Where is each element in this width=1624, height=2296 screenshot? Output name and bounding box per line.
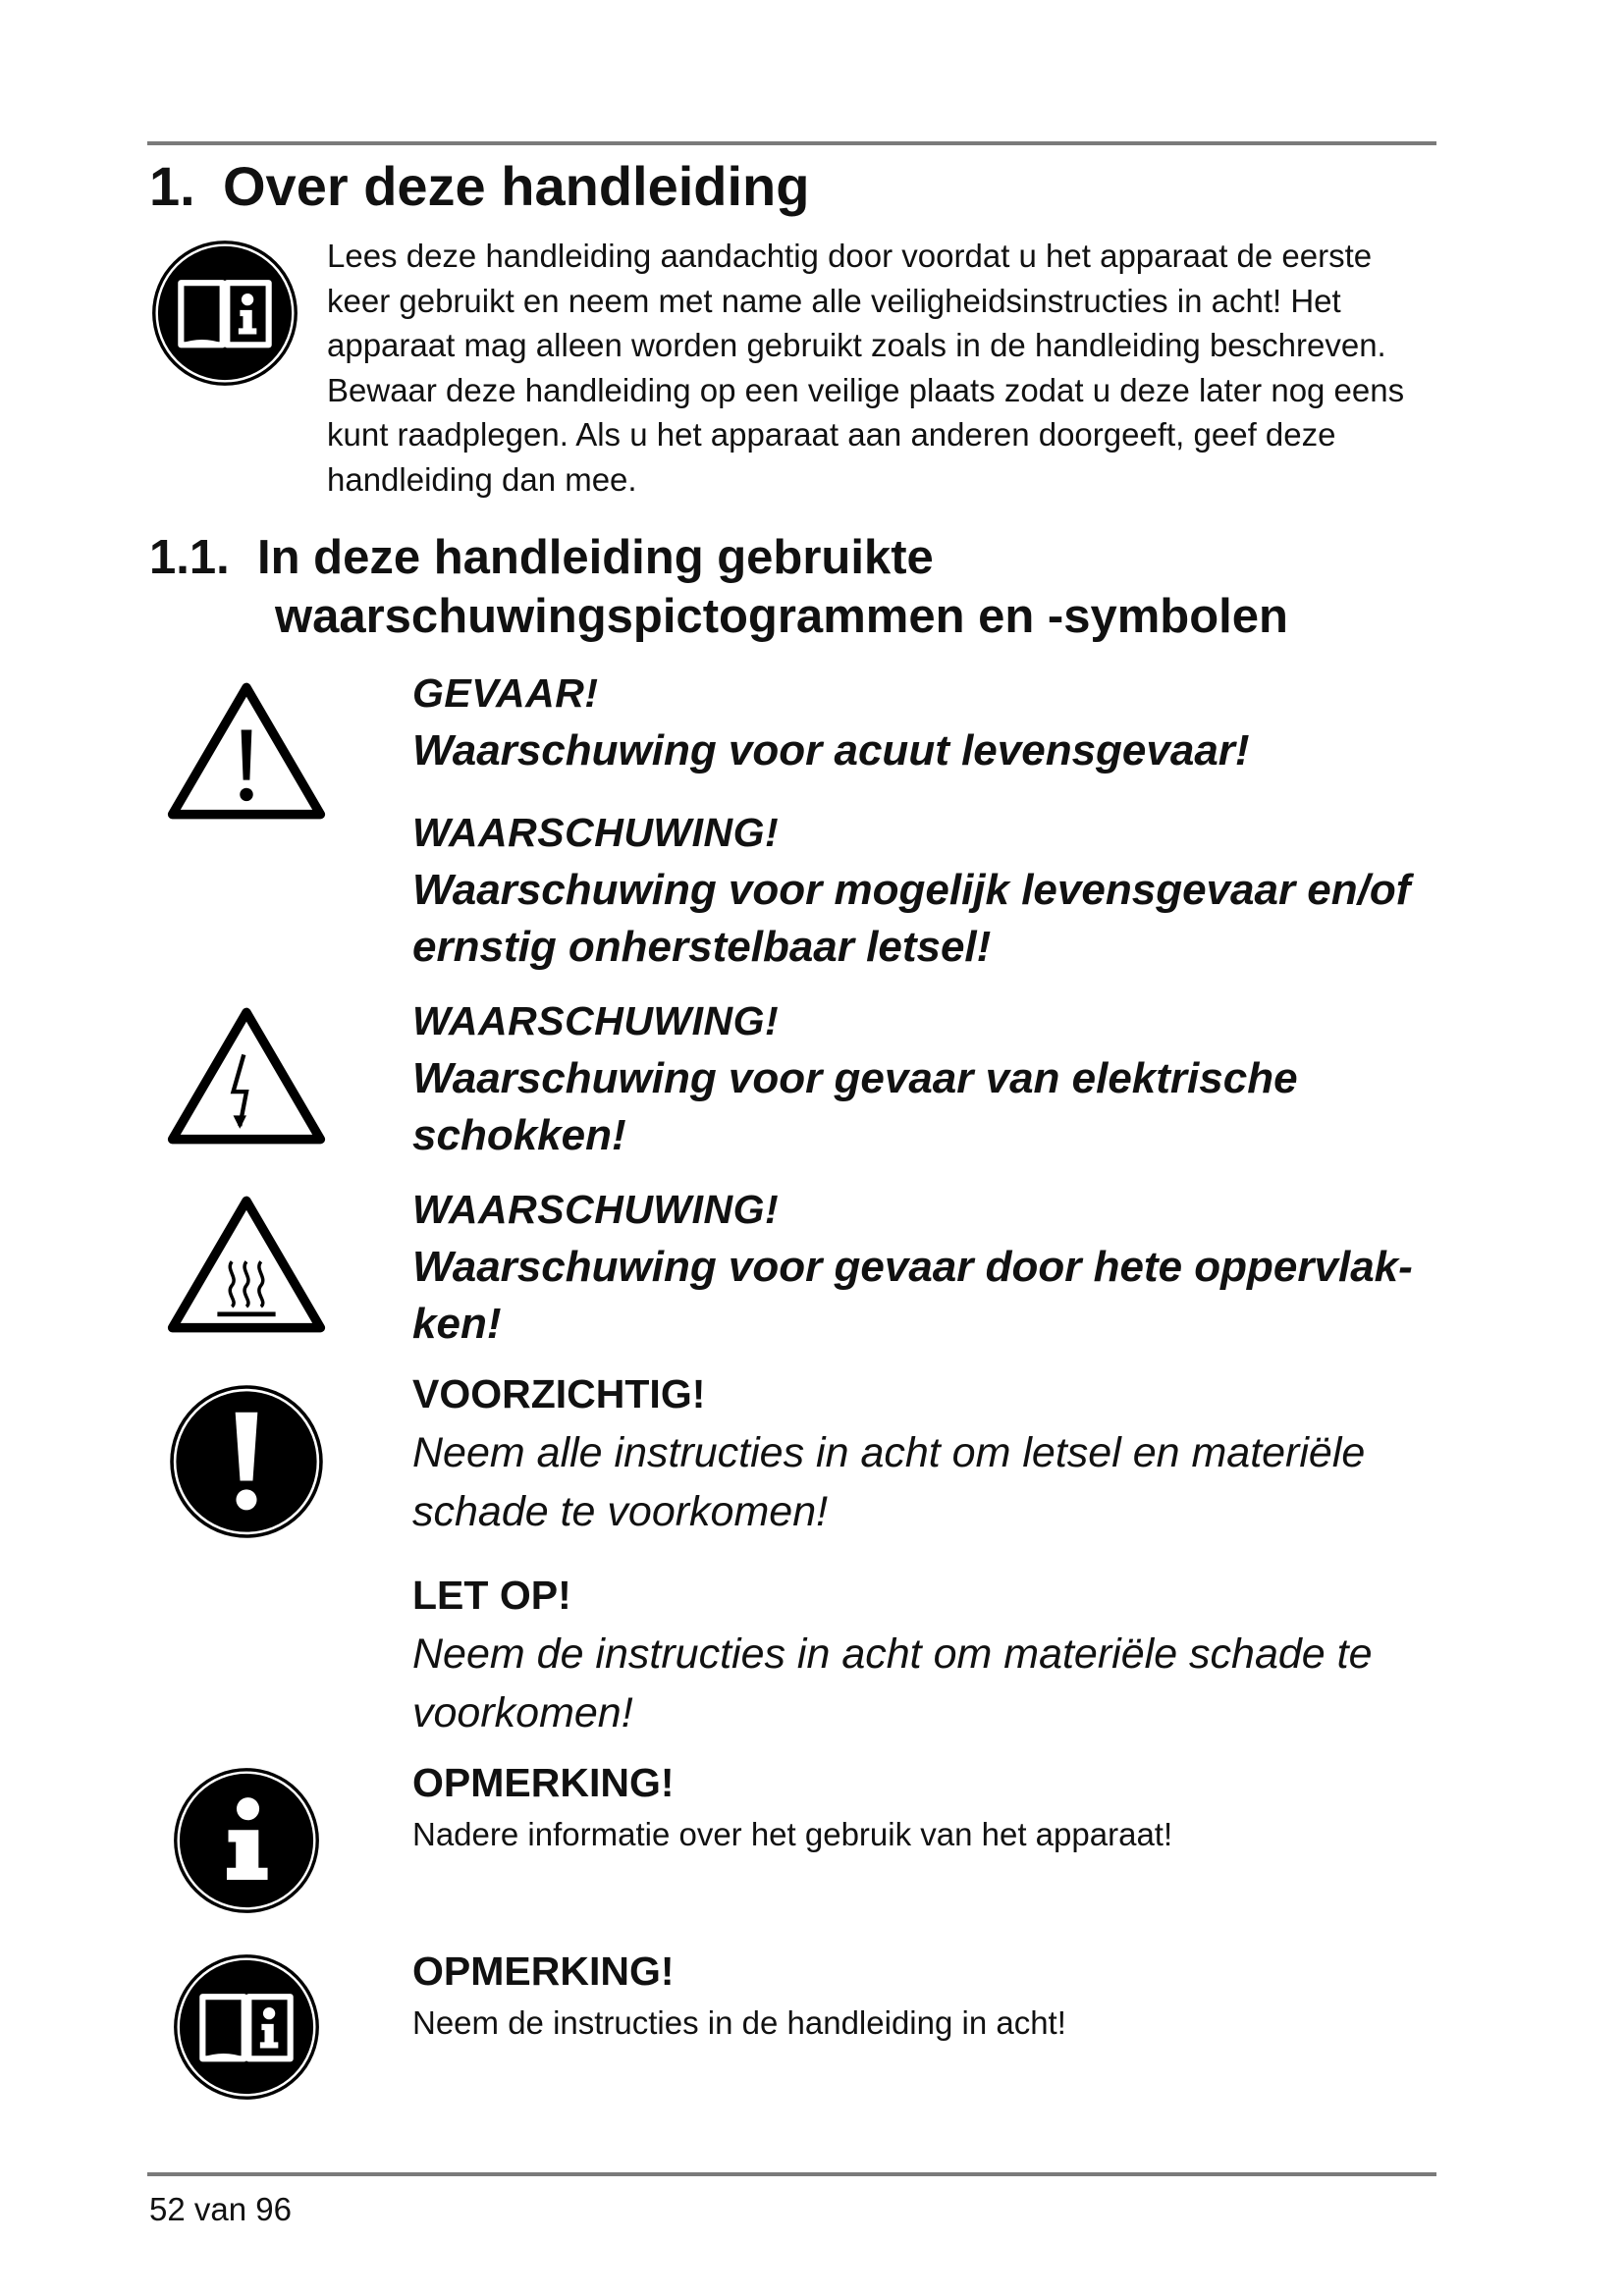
electric-shock-triangle-icon bbox=[167, 1007, 326, 1145]
warning-triangle-exclamation-icon bbox=[167, 682, 326, 820]
symbol-entry-hete-oppervlakken bbox=[412, 1180, 1443, 1353]
signal-word: LET OP! bbox=[412, 1573, 571, 1618]
symbol-entry-gevaar bbox=[412, 664, 1443, 779]
subsection-number: 1.1. bbox=[149, 531, 230, 584]
signal-description: Waarschuwing voor gevaar door hete oppervlakken! bbox=[412, 1243, 1413, 1348]
signal-description: Waarschuwing voor mogelijk levensgevaar en/of ernstig onherstelbaar letsel! bbox=[412, 866, 1411, 971]
signal-word: OPMERKING! bbox=[412, 1949, 675, 1994]
info-circle-icon bbox=[171, 1765, 322, 1916]
signal-description: Nadere informatie over het gebruik van het apparaat! bbox=[412, 1816, 1173, 1852]
signal-description: Neem alle instructies in acht om letsel en materiële schade te voorkomen! bbox=[412, 1429, 1366, 1535]
subsection-title-line1: In deze handleiding gebruikte bbox=[257, 531, 934, 584]
top-divider bbox=[147, 141, 1436, 145]
hot-surface-triangle-icon bbox=[167, 1196, 326, 1333]
manual-info-icon bbox=[149, 238, 300, 389]
bottom-divider bbox=[147, 2172, 1436, 2176]
symbol-entry-opmerking-info bbox=[412, 1753, 1172, 1857]
section-number: 1. bbox=[149, 155, 195, 217]
symbol-entry-waarschuwing-levensgevaar bbox=[412, 803, 1443, 976]
symbol-entry-elektrische-schokken bbox=[412, 991, 1443, 1164]
symbol-entry-opmerking-handleiding bbox=[412, 1942, 1066, 2046]
intro-paragraph: Lees deze handleiding aandachtig door voordat u het apparaat de eerste keer gebruikt en neem met name alle veiligheidsinstructies in acht! Het apparaat mag alleen worden gebruikt zoals in de handleiding beschreven. Bewaar deze handleiding op een veilige plaats zodat u deze later nog eens kunt raadplegen. Als u het apparaat aan anderen doorgeeft, geef deze handleiding dan mee. bbox=[327, 238, 1405, 498]
signal-word: WAARSCHUWING! bbox=[412, 998, 780, 1043]
signal-description: Waarschuwing voor acuut levensgevaar! bbox=[412, 726, 1250, 774]
signal-word: WAARSCHUWING! bbox=[412, 1187, 780, 1232]
symbol-entry-voorzichtig bbox=[412, 1364, 1443, 1541]
page-number: 52 van 96 bbox=[149, 2191, 292, 2227]
symbol-entry-let-op bbox=[412, 1566, 1443, 1742]
section-title: Over deze handleiding bbox=[223, 155, 810, 217]
signal-word: WAARSCHUWING! bbox=[412, 810, 780, 855]
signal-description: Waarschuwing voor gevaar van elektrische schokken! bbox=[412, 1054, 1298, 1159]
signal-word: OPMERKING! bbox=[412, 1760, 675, 1805]
section-heading bbox=[149, 147, 809, 226]
subsection-title-line2: waarschuwingspictogrammen en -symbolen bbox=[275, 590, 1288, 643]
signal-description: Neem de instructies in acht om materiële schade te voorkomen! bbox=[412, 1630, 1373, 1736]
signal-word: VOORZICHTIG! bbox=[412, 1371, 706, 1416]
signal-word: GEVAAR! bbox=[412, 670, 599, 716]
exclamation-circle-icon bbox=[167, 1382, 326, 1541]
subsection-heading bbox=[149, 528, 1288, 646]
manual-info-icon bbox=[171, 1951, 322, 2103]
signal-description: Neem de instructies in de handleiding in acht! bbox=[412, 2004, 1066, 2041]
